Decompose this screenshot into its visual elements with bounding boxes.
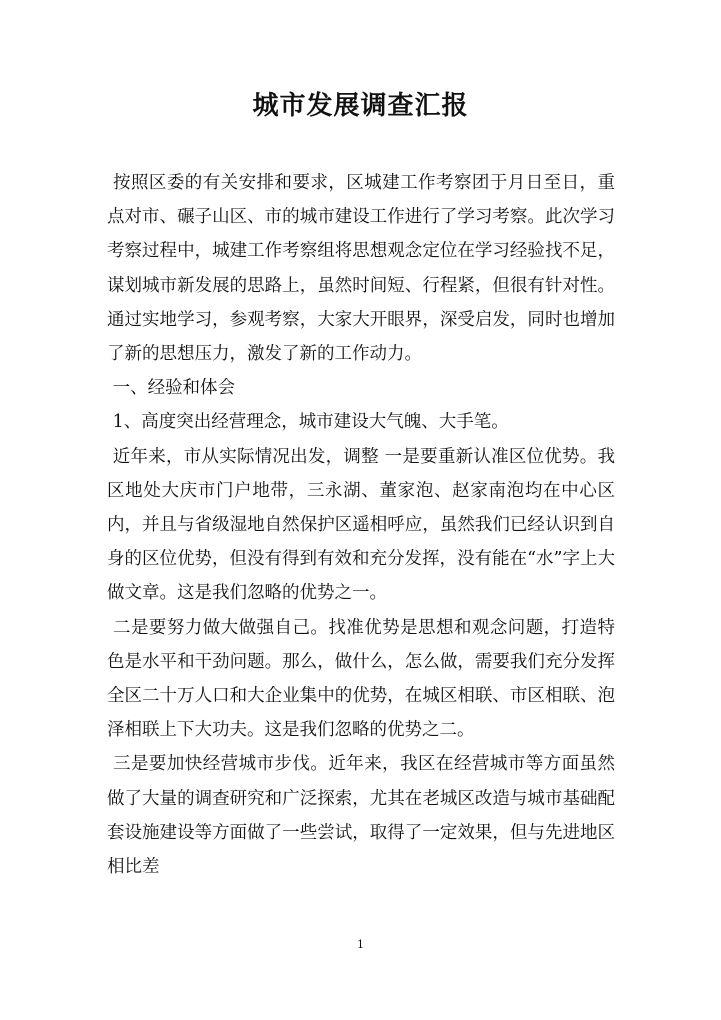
paragraph-point-three: 三是要加快经营城市步伐。近年来，我区在经营城市等方面虽然做了大量的调查研究和广泛探索，尤其在老城区改造与城市基础配套设施建设等方面做了一些尝试，取得了一定效果，但与先进地区相比差	[107, 754, 615, 878]
paragraph-point-one: 近年来，市从实际情况出发，调整 一是要重新认准区位优势。我区地处大庆市门户地带，三永湖、董家泡、赵家南泡均在中心区内，并且与省级湿地自然保护区遥相呼应，虽然我们已经认识到自身的区位优势，但没有得到有效和充分发挥，没有能在“水”字上大做文章。这是我们忽略的优势之一。	[107, 446, 615, 604]
subsection-heading: 1、高度突出经营理念，城市建设大气魄、大手笔。	[107, 412, 509, 433]
document-body	[107, 166, 615, 884]
paragraph-point-two: 二是要努力做大做强自己。找准优势是思想和观念问题，打造特色是水平和干劲问题。那么，做什么，怎么做，需要我们充分发挥全区二十万人口和大企业集中的优势，在城区相联、市区相联、泡泽相联上下大功夫。这是我们忽略的优势之二。	[107, 617, 615, 741]
document-title: 城市发展调查汇报	[252, 91, 469, 121]
section-heading: 一、经验和体会	[107, 378, 236, 399]
page-number: 1	[357, 938, 364, 951]
paragraph-intro: 按照区委的有关安排和要求，区城建工作考察团于月日至日，重点对市、碾子山区、市的城市建设工作进行了学习考察。此次学习考察过程中，城建工作考察组将思想观念定位在学习经验找不足，谋划城市新发展的思路上，虽然时间短、行程紧，但很有针对性。通过实地学习，参观考察，大家大开眼界，深受启发，同时也增加了新的思想压力，激发了新的工作动力。	[107, 173, 615, 365]
